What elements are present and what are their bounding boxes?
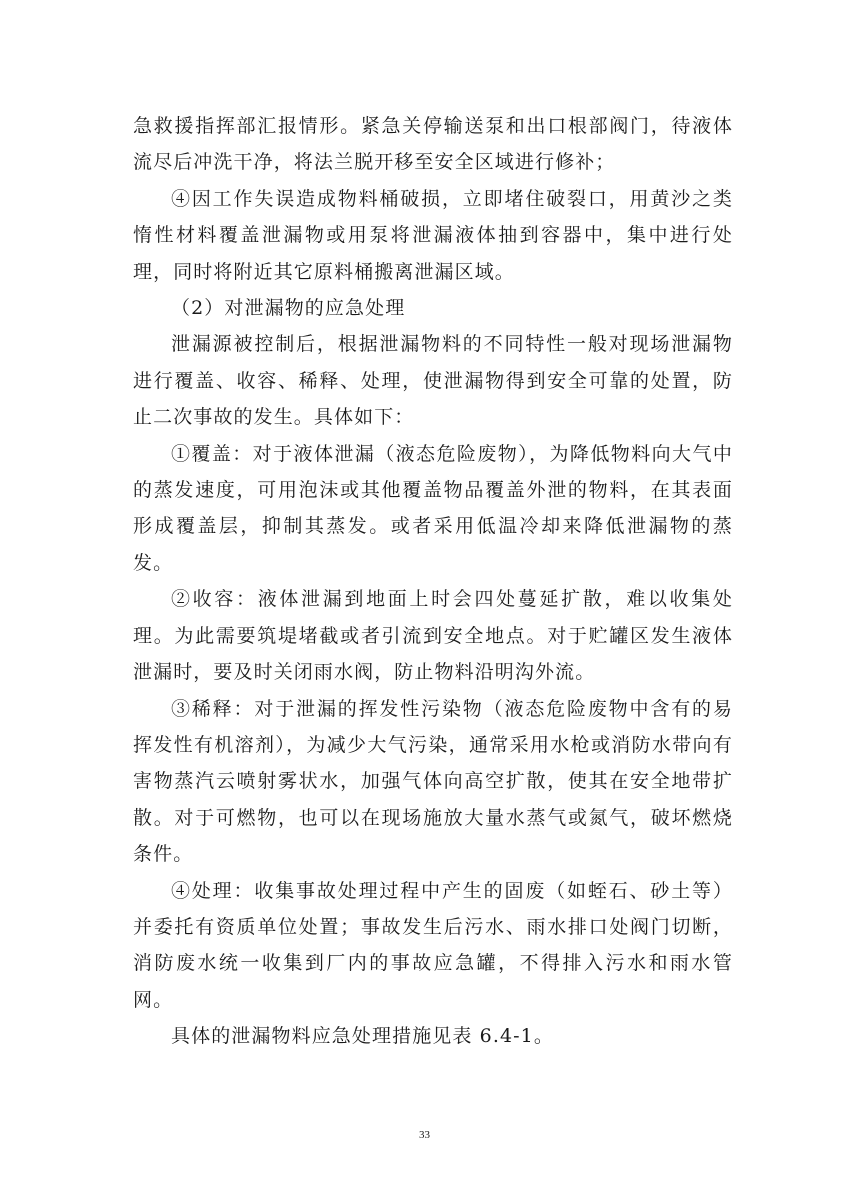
paragraph-covering: ①覆盖：对于液体泄漏（液态危险废物），为降低物料向大气中的蒸发速度，可用泡沫或其他覆盖物品覆盖外泄的物料，在其表面形成覆盖层，抑制其蒸发。或者采用低温冷却来降低泄漏物的蒸发。 [133,442,733,574]
paragraph-disposal: ④处理：收集事故处理过程中产生的固废（如蛭石、砂土等）并委托有资质单位处置；事故发生后污水、雨水排口处阀门切断，消防废水统一收集到厂内的事故应急罐，不得排入污水和雨水管网。 [133,879,733,1011]
paragraph-drum-breakage: ④因工作失误造成物料桶破损，立即堵住破裂口，用黄沙之类惰性材料覆盖泄漏物或用泵将泄漏液体抽到容器中，集中进行处理，同时将附近其它原料桶搬离泄漏区域。 [133,187,733,283]
paragraph-dilution: ③稀释：对于泄漏的挥发性污染物（液态危险废物中含有的易挥发性有机溶剂），为减少大气污染，通常采用水枪或消防水带向有害物蒸汽云喷射雾状水，加强气体向高空扩散，使其在安全地带扩散。对于可燃物，也可以在现场施放大量水蒸气或氮气，破坏燃烧条件。 [133,697,733,866]
paragraph-table-reference: 具体的泄漏物料应急处理措施见表 6.4-1。 [171,1025,554,1048]
paragraph-containment: ②收容：液体泄漏到地面上时会四处蔓延扩散，难以收集处理。为此需要筑堤堵截或者引流到安全地点。对于贮罐区发生液体泄漏时，要及时关闭雨水阀，防止物料沿明沟外流。 [133,588,733,684]
paragraph-leak-intro: 泄漏源被控制后，根据泄漏物料的不同特性一般对现场泄漏物进行覆盖、收容、稀释、处理，使泄漏物得到安全可靠的处置，防止二次事故的发生。具体如下： [133,333,733,429]
body-text [133,108,733,1055]
section-heading-leak-handling: （2）对泄漏物的应急处理 [171,297,406,320]
paragraph-continuation: 急救援指挥部汇报情形。紧急关停输送泵和出口根部阀门，待液体流尽后冲洗干净，将法兰脱开移至安全区域进行修补； [133,115,733,174]
page-number: 33 [419,1129,430,1141]
